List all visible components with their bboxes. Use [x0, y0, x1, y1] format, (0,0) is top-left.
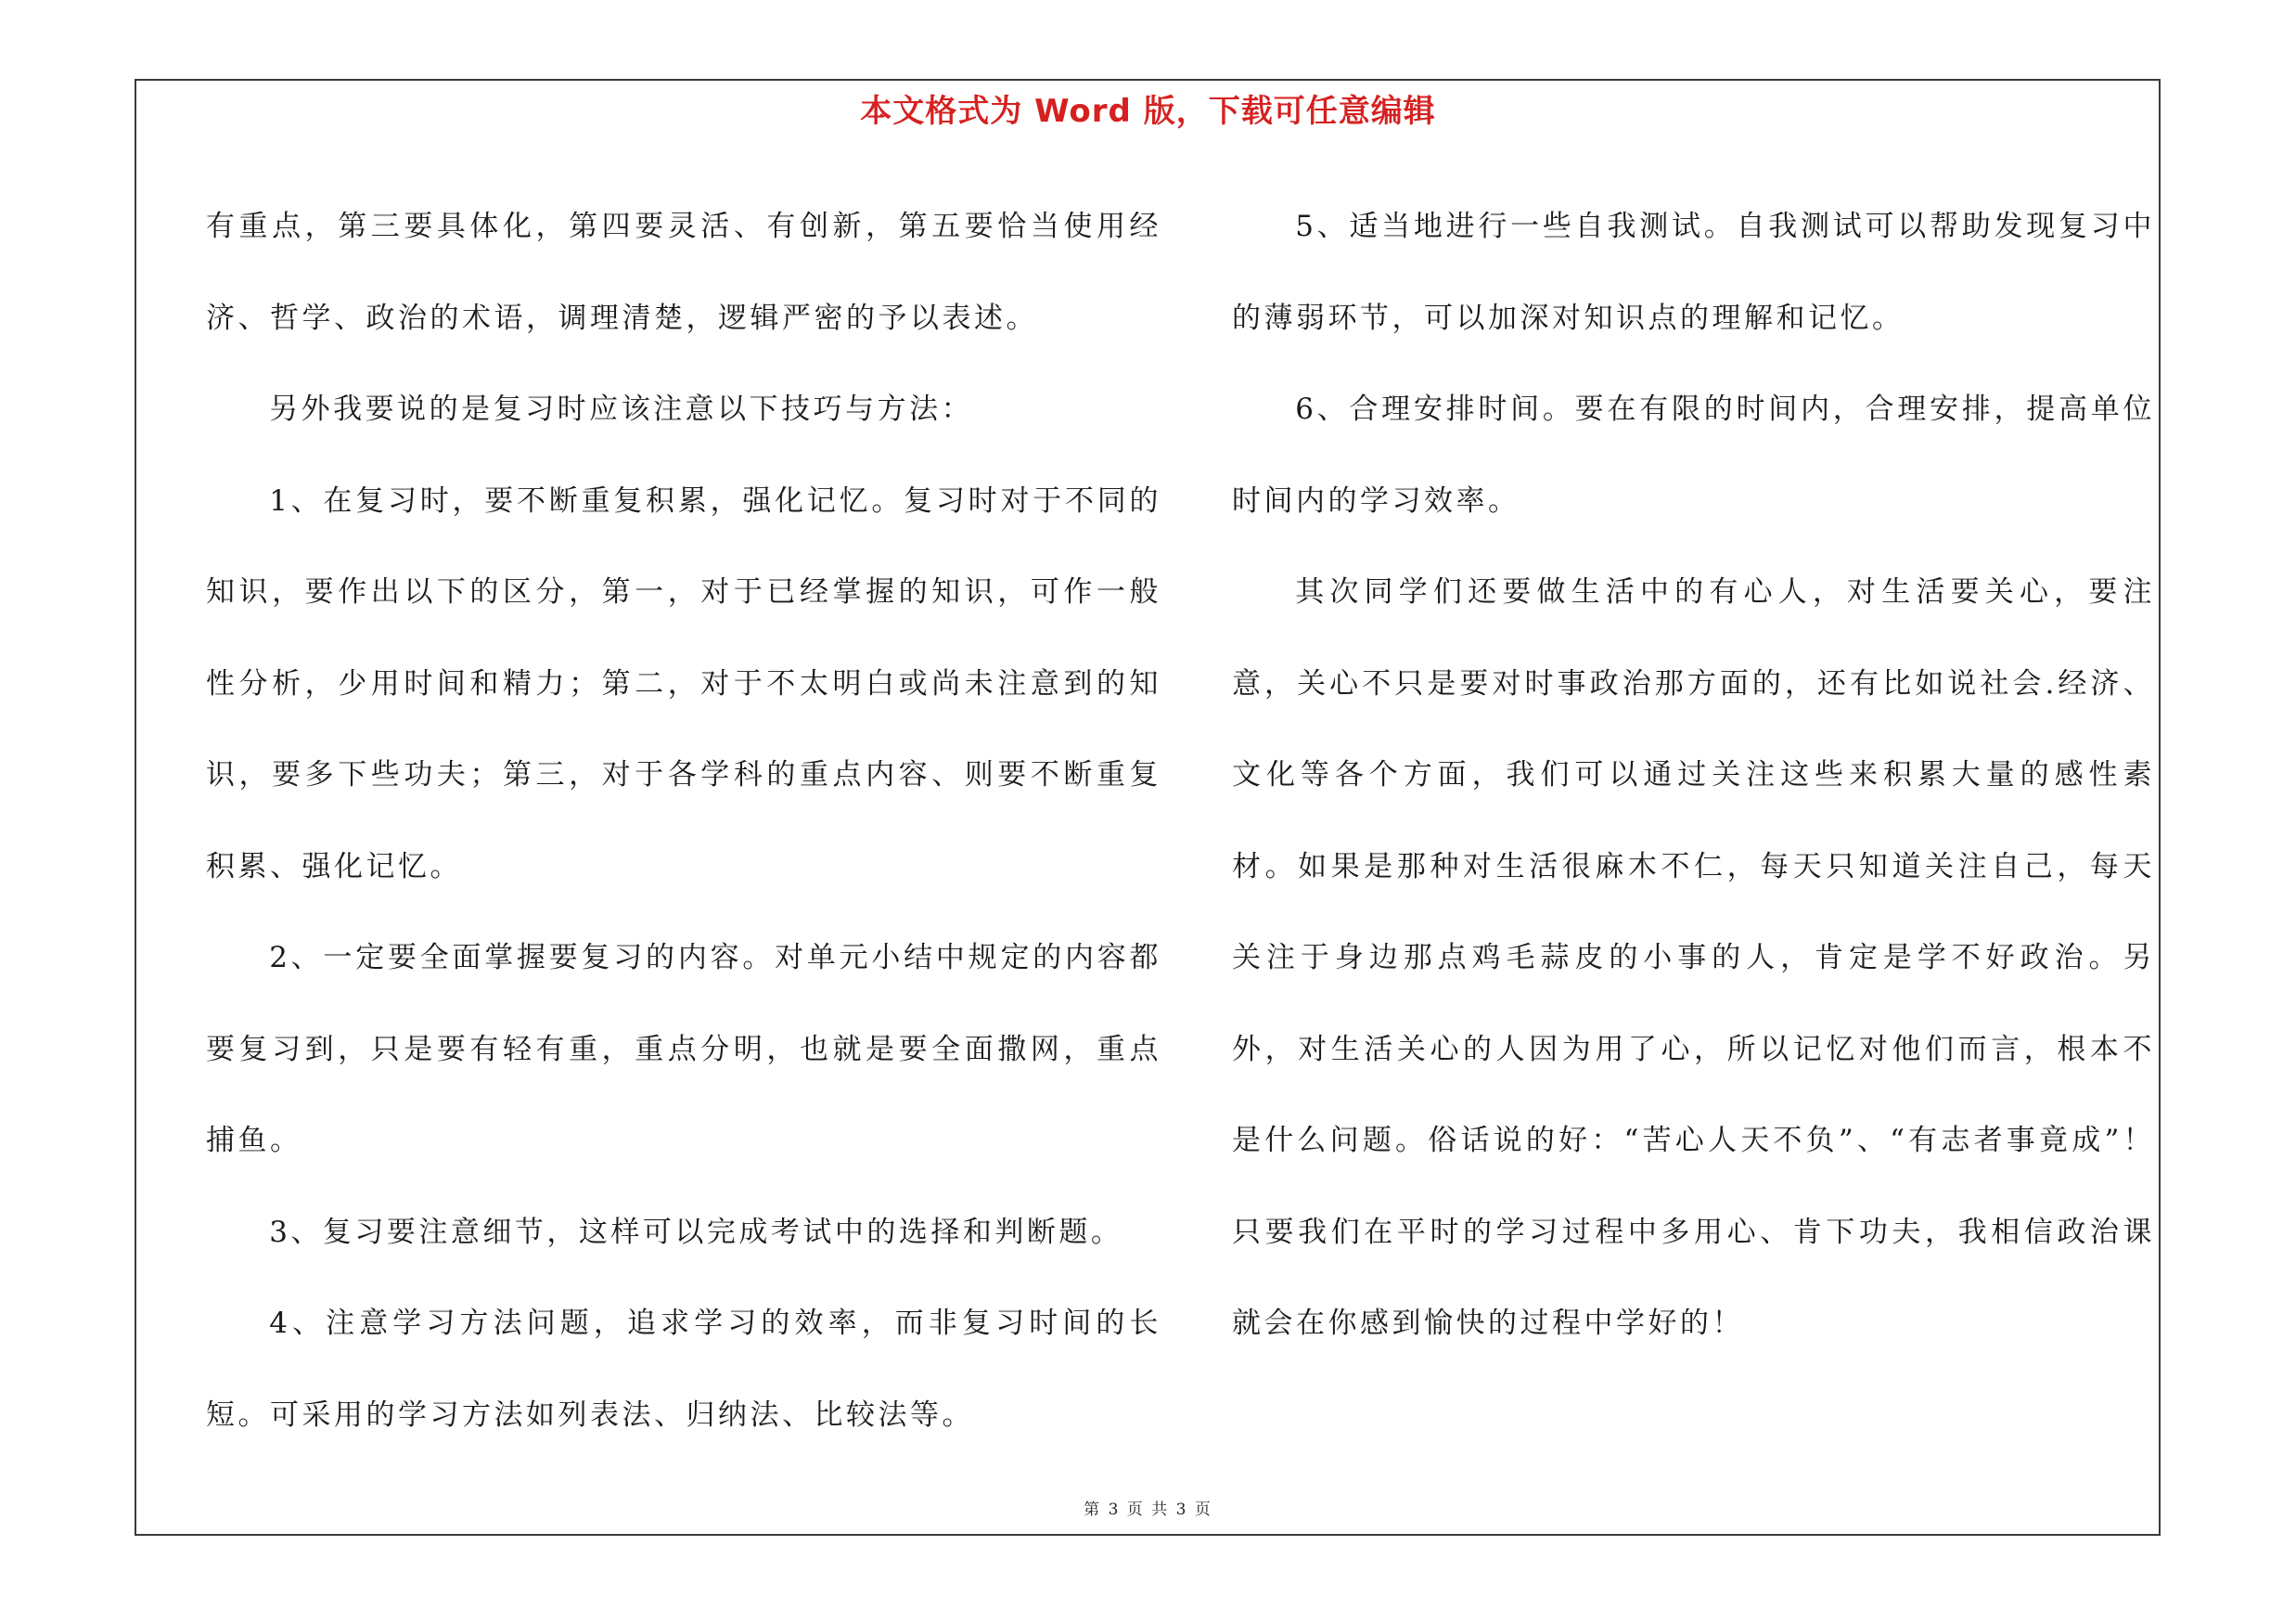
paragraph: 2、一定要全面掌握要复习的内容。对单元小结中规定的内容都要复习到，只是要有轻有重，重点分明，也就是要全面撒网，重点捕鱼。: [206, 941, 1161, 1157]
paragraph: 有重点，第三要具体化，第四要灵活、有创新，第五要恰当使用经济、哲学、政治的术语，调理清楚，逻辑严密的予以表述。: [206, 210, 1161, 335]
page-number: 第 3 页 共 3 页: [1084, 1501, 1212, 1519]
right-column: [1232, 181, 2155, 1370]
paragraph: 3、复习要注意细节，这样可以完成考试中的选择和判断题。: [269, 1215, 1123, 1249]
paragraph: 4、注意学习方法问题，追求学习的效率，而非复习时间的长短。可采用的学习方法如列表法、归纳法、比较法等。: [206, 1307, 1161, 1432]
paragraph: 1、在复习时，要不断重复积累，强化记忆。复习时对于不同的知识，要作出以下的区分，第一，对于已经掌握的知识，可作一般性分析，少用时间和精力；第二，对于不太明白或尚未注意到的知识，要多下些功夫；第三，对于各学科的重点内容、则要不断重复积累、强化记忆。: [206, 483, 1161, 883]
paragraph: 其次同学们还要做生活中的有心人，对生活要关心，要注意，关心不只是要对时事政治那方面的，还有比如说社会.经济、文化等各个方面，我们可以通过关注这些来积累大量的感性素材。如果是那种对生活很麻木不仁，每天只知道关注自己，每天关注于身边那点鸡毛蒜皮的小事的人，肯定是学不好政治。另外，对生活关心的人因为用了心，所以记忆对他们而言，根本不是什么问题。俗话说的好：“苦心人天不负”、“有志者事竟成”！只要我们在平时的学习过程中多用心、肯下功夫，我相信政治课就会在你感到愉快的过程中学好的！: [1232, 575, 2155, 1340]
paragraph: 6、合理安排时间。要在有限的时间内，合理安排，提高单位时间内的学习效率。: [1232, 393, 2155, 518]
left-column: [206, 181, 1161, 1461]
paragraph: 另外我要说的是复习时应该注意以下技巧与方法：: [269, 393, 974, 426]
paragraph: 5、适当地进行一些自我测试。自我测试可以帮助发现复习中的薄弱环节，可以加深对知识点的理解和记忆。: [1232, 210, 2155, 335]
format-banner: 本文格式为 Word 版，下载可任意编辑: [860, 93, 1436, 130]
